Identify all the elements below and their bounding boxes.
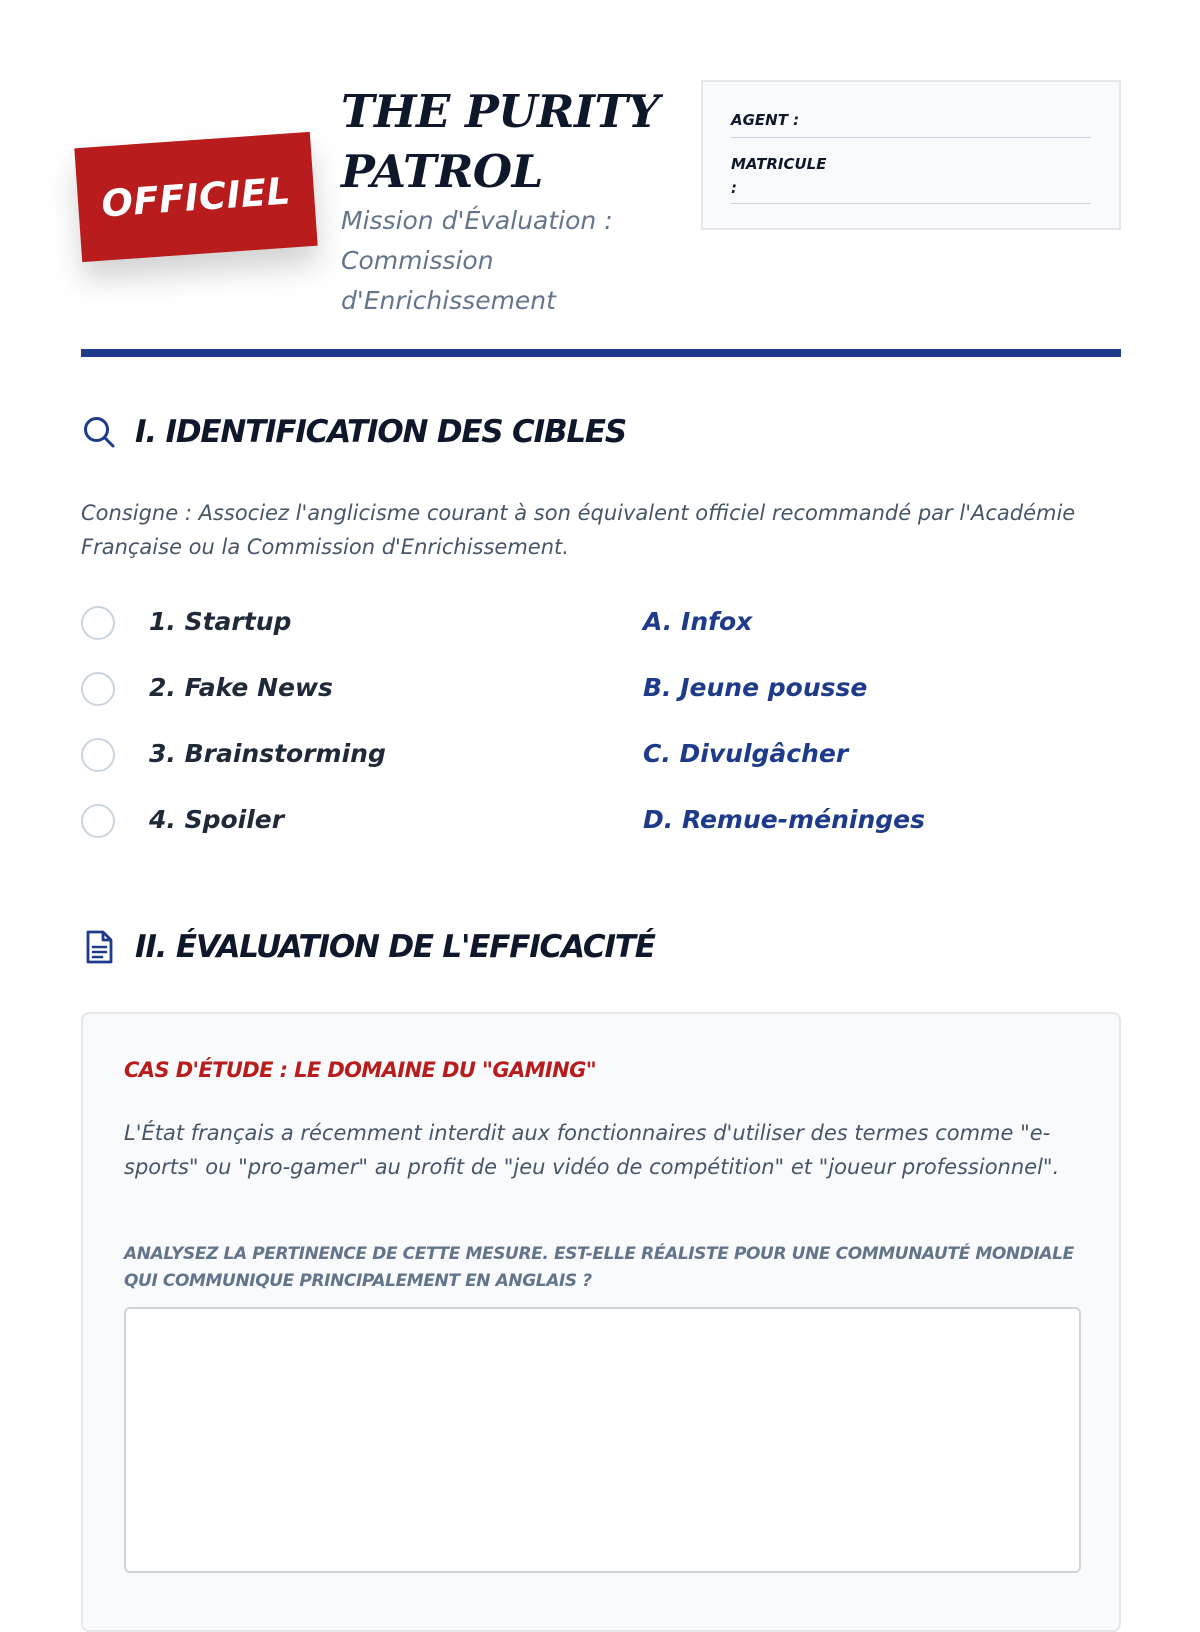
section-2-heading — [81, 929, 655, 965]
official-equivalent: A. Infox — [643, 607, 753, 636]
matricule-field[interactable] — [731, 152, 1091, 204]
anglicism-term: 1. Startup — [149, 607, 292, 636]
radio-button[interactable] — [81, 672, 115, 706]
answer-textarea[interactable] — [124, 1307, 1081, 1573]
official-equivalent: D. Remue-méninges — [643, 805, 925, 834]
stamp-text: OFFICIEL — [99, 168, 293, 226]
agent-field[interactable] — [731, 110, 1091, 138]
official-equivalent: B. Jeune pousse — [643, 673, 868, 702]
anglicism-term: 3. Brainstorming — [149, 739, 386, 768]
header-divider — [81, 349, 1121, 357]
document-title: THE PURITY PATROL — [341, 85, 660, 198]
case-study-label: CAS D'ÉTUDE : LE DOMAINE DU "GAMING" — [124, 1058, 597, 1082]
case-study-card — [81, 1012, 1121, 1632]
official-equivalent: C. Divulgâcher — [643, 739, 849, 768]
match-row — [81, 737, 1121, 777]
section-1-title: I. IDENTIFICATION DES CIBLES — [135, 414, 627, 450]
section-1-instruction: Consigne : Associez l'anglicisme courant à son équivalent officiel recommandé par l'Académie Française ou la Commission d'Enrichissement. — [81, 501, 1076, 559]
document-subtitle: Mission d'Évaluation : Commission d'Enrichissement — [341, 206, 613, 315]
matricule-label: MATRICULE : — [731, 155, 827, 197]
anglicism-term: 2. Fake News — [149, 673, 333, 702]
search-icon — [81, 414, 117, 450]
case-study-text: L'État français a récemment interdit aux fonctionnaires d'utiliser des termes comme "e-sports" ou "pro-gamer" au profit de "jeu vidéo de compétition" et "joueur professionnel". — [124, 1121, 1060, 1179]
case-study-question: ANALYSEZ LA PERTINENCE DE CETTE MESURE. EST-ELLE RÉALISTE POUR UNE COMMUNAUTÉ MONDIALE QUI COMMUNIQUE PRINCIPALEMENT EN ANGLAIS ? — [124, 1244, 1074, 1291]
section-1-heading — [81, 414, 626, 450]
section-2-title: II. ÉVALUATION DE L'EFFICACITÉ — [135, 929, 655, 965]
radio-button[interactable] — [81, 804, 115, 838]
officiel-stamp — [74, 132, 317, 262]
agent-label: AGENT : — [731, 111, 800, 129]
radio-button[interactable] — [81, 738, 115, 772]
match-row — [81, 605, 1121, 645]
radio-button[interactable] — [81, 606, 115, 640]
match-row — [81, 671, 1121, 711]
match-row — [81, 803, 1121, 843]
agent-identification-box — [701, 80, 1121, 230]
document-icon — [81, 929, 117, 965]
anglicism-term: 4. Spoiler — [149, 805, 285, 834]
